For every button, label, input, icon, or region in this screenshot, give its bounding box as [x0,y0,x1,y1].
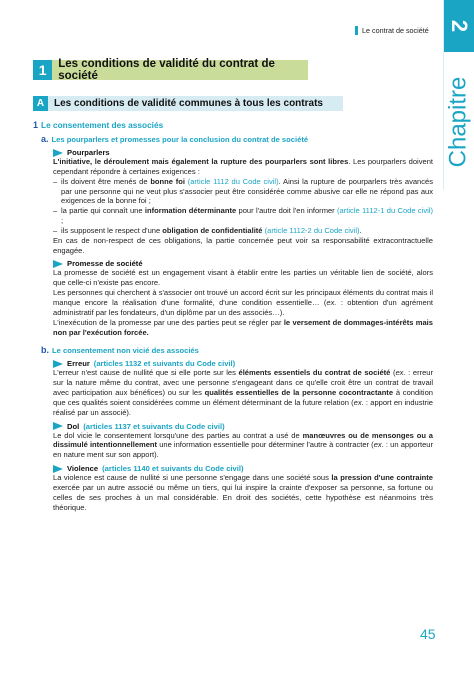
list-item [53,226,433,236]
text: L'inexécution de la promesse par une des parties peut se régler par [53,317,284,327]
italic-text: ex. [353,397,364,407]
bold-text: manœuvres ou de mensonges ou a dissimulé intentionnellement [53,430,433,450]
bold-text: obligation de confidentialité [162,225,263,235]
subsection-letter: A [33,96,48,111]
block-heading-text: Promesse de société [67,259,143,269]
text: ( [390,368,396,378]
text: . Les pourparlers doivent cependant répondre à certaines exigences : [53,157,433,176]
list-item [53,177,433,207]
heading-consentement [33,120,433,130]
text: : un apporteur en nature ment sur son apport). [53,440,433,460]
block-heading-text: Violence [67,464,99,474]
paragraph [53,157,433,177]
text: La violence est cause de nullité si une personne s'engage dans une société sous [53,473,332,483]
triangle-arrow-icon [53,260,63,268]
text: exercée par un autre associé ou même un tiers, qui lui inspire la crainte d'exposer sa personne, sa fortune ou celles de ses proches à un mal considérable. En droit des sociétés, cette hypothèse est néanmoins très théorique. [53,482,433,512]
bold-text: qualités essentielles de la personne cocontractante [204,388,394,398]
bold-text: information déterminante [144,206,237,216]
triangle-arrow-icon [53,360,63,368]
running-head-text: Le contrat de société [362,26,429,35]
paragraph [53,318,433,338]
block-heading [53,148,433,157]
heading-letter: a. [41,134,49,144]
block-heading-text: Dol [67,421,80,431]
triangle-arrow-icon [53,465,63,473]
paragraph [53,473,433,512]
chapter-number-box [444,0,474,52]
paragraph [53,431,433,461]
text: ; [61,216,64,226]
code-reference: (articles 1132 et suivants du Code civil) [93,359,236,369]
running-head-bar [355,26,358,35]
text: à condition que ces qualités soient considérées comme un élément déterminant de la future relation ( [53,388,434,407]
block-heading-text: Pourparlers [67,148,110,157]
text: une information essentielle pour déterminer l'autre à contracter ( [157,440,374,450]
section-title: Les conditions de validité du contrat de société [58,58,275,82]
text: Les personnes qui cherchent à s'associer ont trouvé un accord écrit sur les principaux éléments du contrat mais il manque encore la réalisation d'une formalité, d'une condition essentielle… ( [53,288,433,307]
block-heading [53,259,433,268]
subsection-title: Les conditions de validité communes à tous les contrats [54,98,323,109]
heading-number: 1 [33,120,39,130]
chapter-word: Chapitre [444,76,471,168]
paragraph: La promesse de société est un engagement visant à établir entre les parties un véritable lien de société, alors que celle-ci n'existe pas encore. [53,268,433,288]
paragraph [53,288,433,318]
page-number: 45 [420,626,436,642]
text: . Ainsi la rupture de pourparlers très avancés par une personne qui ne veut plus s'associer peut être considérée comme abusive car elle ne répond pas aux exigences de la bonne foi ; [61,176,433,206]
chapter-number: 2 [447,19,472,33]
bold-text: éléments essentiels du contrat de société [238,368,391,378]
italic-text: ex. [326,297,337,307]
text: : erreur sur la nature même du contrat, avec une personne s'engageant dans ce qu'elle croit être un contrat de travail avec participation aux bénéfices) ou sur les [53,368,433,398]
heading-title: Le consentement des associés [41,120,164,130]
running-head [355,26,429,35]
list-item [53,206,433,226]
block-pourparlers [53,148,433,337]
heading-title: Les pourparlers et promesses pour la conclusion du contrat de société [51,135,309,144]
text: ils doivent être menés de [61,176,151,186]
block-vices [53,359,433,512]
text: : obtention d'un agrément administratif par les fondateurs, d'un diplôme par un des associés…). [53,297,433,317]
paragraph [53,368,433,417]
dash-list [53,177,433,236]
bold-text: bonne foi [150,176,185,186]
block-heading [53,464,433,473]
text: ils supposent le respect d'une [61,225,163,235]
text: L'erreur n'est cause de nullité que si elle porte sur les [53,368,239,378]
section-heading-A [33,96,343,111]
text: pour l'autre doit l'en informer [236,206,338,216]
code-reference: (article 1112 du Code civil) [187,176,279,186]
heading-letter: b. [41,345,49,356]
code-reference: (article 1112-1 du Code civil) [337,206,433,216]
text: la partie qui connaît une [61,206,145,216]
bold-text: L'initiative, le déroulement mais également la rupture des pourparlers sont libres [53,157,349,166]
block-heading [53,422,433,431]
code-reference: (article 1112-2 du Code civil) [264,225,360,235]
block-heading [53,359,433,368]
italic-text: ex. [373,440,384,450]
text: . [359,225,362,235]
bold-text: la pression d'une contrainte [331,473,433,483]
page-content [33,60,433,512]
heading-consentement-non-vicie [41,345,433,355]
text: Le dol vicie le consentement lorsqu'une des parties au contrat a usé de [53,430,303,440]
block-heading-text: Erreur [67,359,90,369]
code-reference: (articles 1137 et suivants du Code civil) [83,421,225,431]
italic-text: ex. [395,368,406,378]
triangle-arrow-icon [53,149,63,157]
section-heading-1 [33,60,308,80]
code-reference: (articles 1140 et suivants du Code civil) [102,464,244,474]
chapter-word-box [444,62,472,182]
chapter-tab [443,0,474,190]
triangle-arrow-icon [53,422,63,430]
text: : apport en industrie réalisé par un associé). [53,397,433,417]
bold-text: le versement de dommages-intérêts mais non par l'exécution forcée. [53,317,433,337]
heading-title: Le consentement non vicié des associés [52,346,199,356]
section-number: 1 [33,60,52,80]
paragraph: En cas de non-respect de ces obligations, la partie concernée peut voir sa responsabilité extracontractuelle engagée. [53,235,433,255]
heading-pourparlers-promesses [41,134,433,144]
